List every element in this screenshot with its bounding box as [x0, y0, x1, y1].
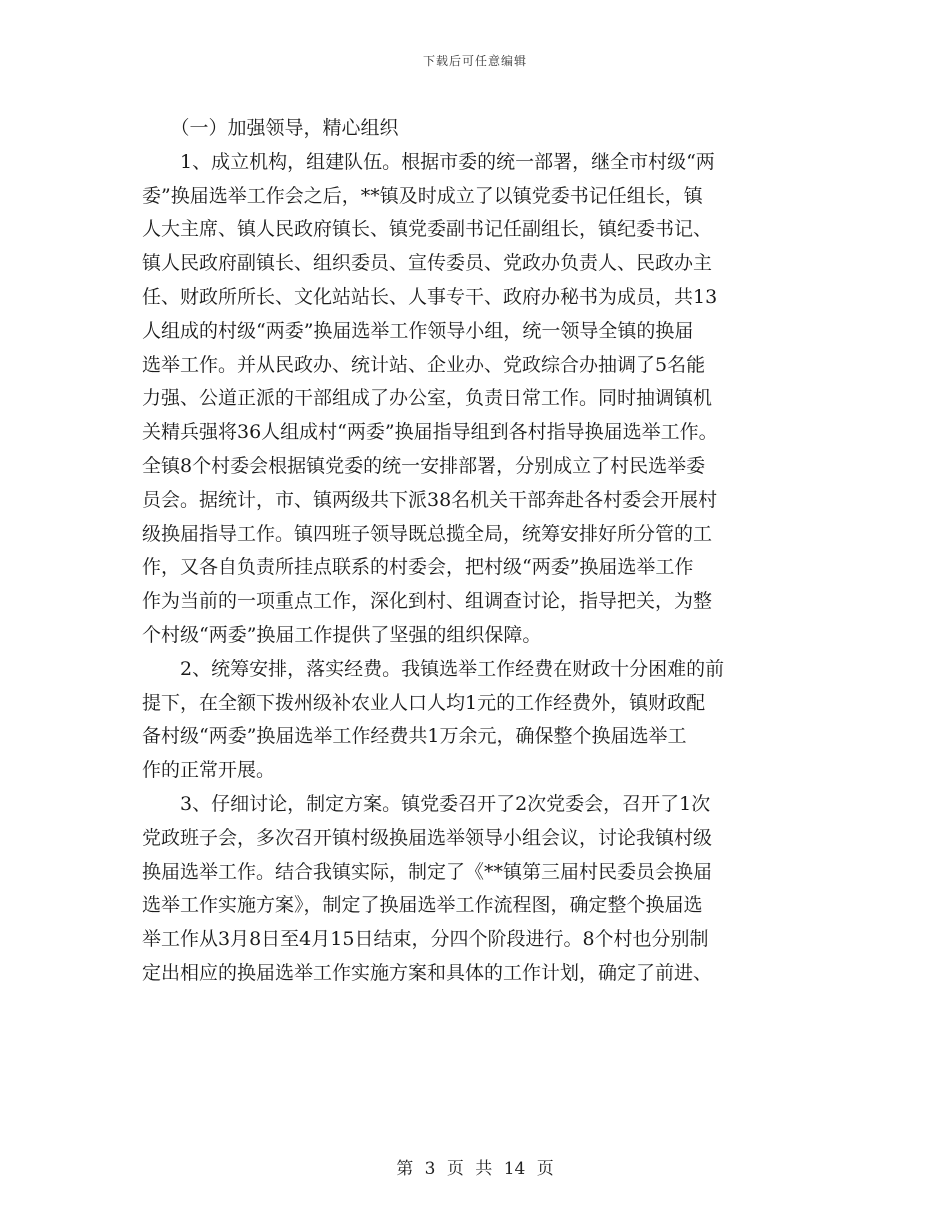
- text-line: 作，又各自负责所挂点联系的村委会，把村级“两委”换届选举工作: [142, 556, 694, 579]
- text-line: 党政班子会，多次召开镇村级换届选举领导小组会议，讨论我镇村级: [142, 826, 713, 849]
- text-line: 级换届指导工作。镇四班子领导既总揽全局，统筹安排好所分管的工: [142, 522, 713, 545]
- text-line: 力强、公道正派的干部组成了办公室，负责日常工作。同时抽调镇机: [142, 387, 713, 410]
- text-line: 委”换届选举工作会之后，**镇及时成立了以镇党委书记任组长，镇: [142, 184, 703, 207]
- text-line: 备村级“两委”换届选举工作经费共1万余元，确保整个换届选举工: [142, 725, 687, 748]
- text-line: 作的正常开展。: [142, 759, 276, 782]
- text-line: 员会。据统计，市、镇两级共下派38名机关干部奔赴各村委会开展村: [142, 488, 718, 511]
- text-line: 人大主席、镇人民政府镇长、镇党委副书记任副组长，镇纪委书记、: [142, 218, 713, 241]
- text-line: 3、仔细讨论，制定方案。镇党委召开了2次党委会，召开了1次: [142, 792, 711, 815]
- text-line: 人组成的村级“两委”换届选举工作领导小组，统一领导全镇的换届: [142, 319, 694, 342]
- text-line: 提下，在全额下拨州级补农业人口人均1元的工作经费外，镇财政配: [142, 691, 706, 714]
- text-line: 作为当前的一项重点工作，深化到村、组调查讨论，指导把关，为整: [142, 590, 713, 613]
- text-line: （一）加强领导，精心组织: [142, 117, 399, 139]
- text-line: 任、财政所所长、文化站站长、人事专干、政府办秘书为成员，共13: [142, 285, 718, 308]
- text-line: 全镇8个村委会根据镇党委的统一安排部署，分别成立了村民选举委: [142, 454, 706, 477]
- text-line: 2、统筹安排，落实经费。我镇选举工作经费在财政十分困难的前: [142, 657, 725, 680]
- text-line: 关精兵强将36人组成村“两委”换届指导组到各村指导换届选举工作。: [142, 421, 718, 444]
- text-line: 选举工作。并从民政办、统计站、企业办、党政综合办抽调了5名能: [142, 353, 706, 376]
- text-line: 1、成立机构，组建队伍。根据市委的统一部署，继全市村级“两: [142, 150, 715, 173]
- document-body: [142, 112, 822, 991]
- page-header: 下载后可任意编辑: [422, 54, 527, 68]
- page-number: 第 3 页 共 14 页: [396, 1159, 554, 1179]
- text-line: 个村级“两委”换届工作提供了坚强的组织保障。: [142, 623, 542, 646]
- text-line: 换届选举工作。结合我镇实际，制定了《**镇第三届村民委员会换届: [142, 860, 713, 883]
- text-line: 镇人民政府副镇长、组织委员、宣传委员、党政办负责人、民政办主: [142, 252, 713, 275]
- text-line: 举工作从3月8日至4月15日结束，分四个阶段进行。8个村也分别制: [142, 928, 709, 951]
- text-line: 定出相应的换届选举工作实施方案和具体的工作计划，确定了前进、: [142, 961, 713, 984]
- text-line: 选举工作实施方案》，制定了换届选举工作流程图，确定整个换届选: [142, 894, 703, 917]
